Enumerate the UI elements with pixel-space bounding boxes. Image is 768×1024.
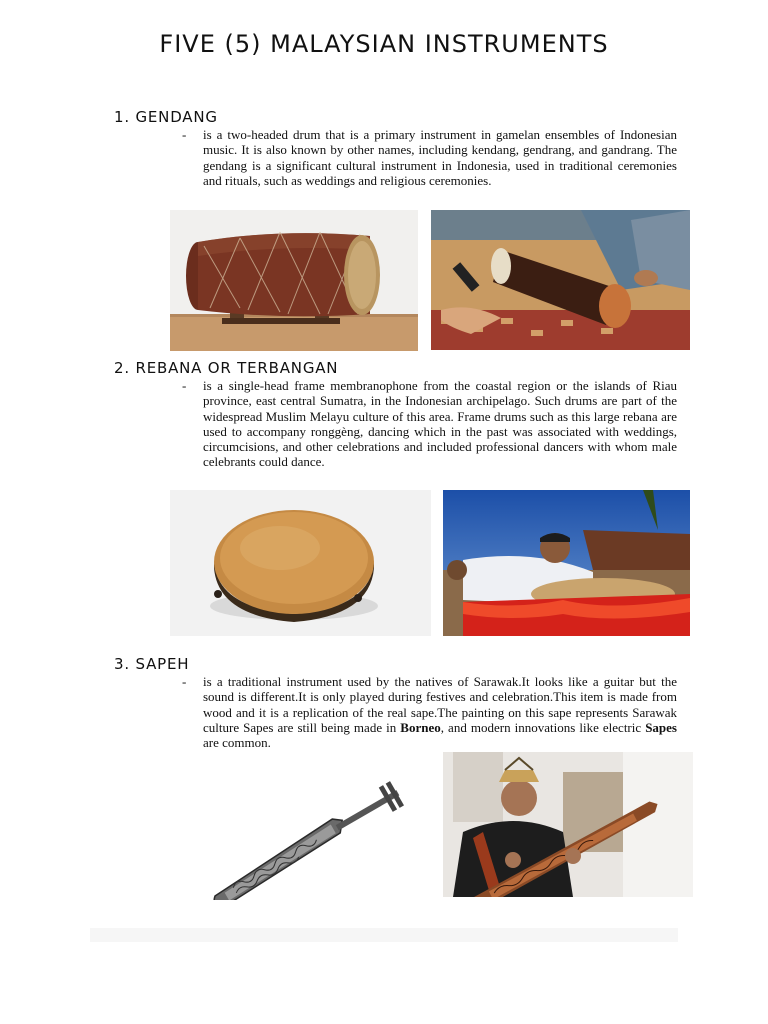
rebana-description: is a single-head frame membranophone from the coastal region or the islands of Riau province, east central Sumatra, in the Indonesian archipelago. Such drums are part of the widespread Muslim Melayu culture of this area. Frame drums such as this large rebana are used to accompany ronggèng, dancing which in the past was associated with weddings, circumcisions, and other celebrations and included professional dancers with whom male celebrants could dance.	[203, 378, 677, 470]
gendang-player-photo	[431, 210, 690, 350]
sapeh-bold-borneo: Borneo	[400, 719, 441, 735]
sapeh-player-photo	[443, 752, 693, 897]
gendang-description: is a two-headed drum that is a primary instrument in gamelan ensembles of Indonesian music. It is also known by other names, including kendang, gendrang, and gandrang. The gendang is a significant cultural instrument in Indonesia, used in traditional ceremonies and rituals, such as weddings and religious ceremonies.	[203, 127, 677, 188]
page-title: FIVE (5) MALAYSIAN INSTRUMENTS	[159, 30, 609, 58]
bullet-dash: -	[182, 378, 187, 393]
sapeh-instrument-photo	[190, 758, 434, 900]
sapeh-description	[203, 674, 677, 750]
bullet-dash: -	[182, 127, 187, 142]
sapeh-text-c: are common.	[203, 735, 271, 751]
footer-band	[90, 928, 678, 942]
sapeh-text-b: , and modern innovations like electric	[440, 719, 646, 735]
section-heading-gendang: 1. GENDANG	[114, 108, 218, 126]
sapeh-bold-sapes: Sapes	[645, 719, 677, 735]
section-heading-sapeh: 3. SAPEH	[114, 655, 190, 673]
section-heading-rebana: 2. REBANA OR TERBANGAN	[114, 359, 339, 377]
rebana-player-photo	[443, 490, 690, 636]
sapeh-text-a: is a traditional instrument used by the natives of Sarawak.It looks like a guitar but the sound is different.It is only played during festives and celebration.This item is made from wood and it is a replication of the real sape.The painting on this sape represents Sarawak culture Sapes are still being made in	[203, 674, 677, 735]
gendang-drum-photo	[170, 210, 418, 351]
bullet-dash: -	[182, 674, 187, 689]
rebana-drum-photo	[170, 490, 431, 636]
